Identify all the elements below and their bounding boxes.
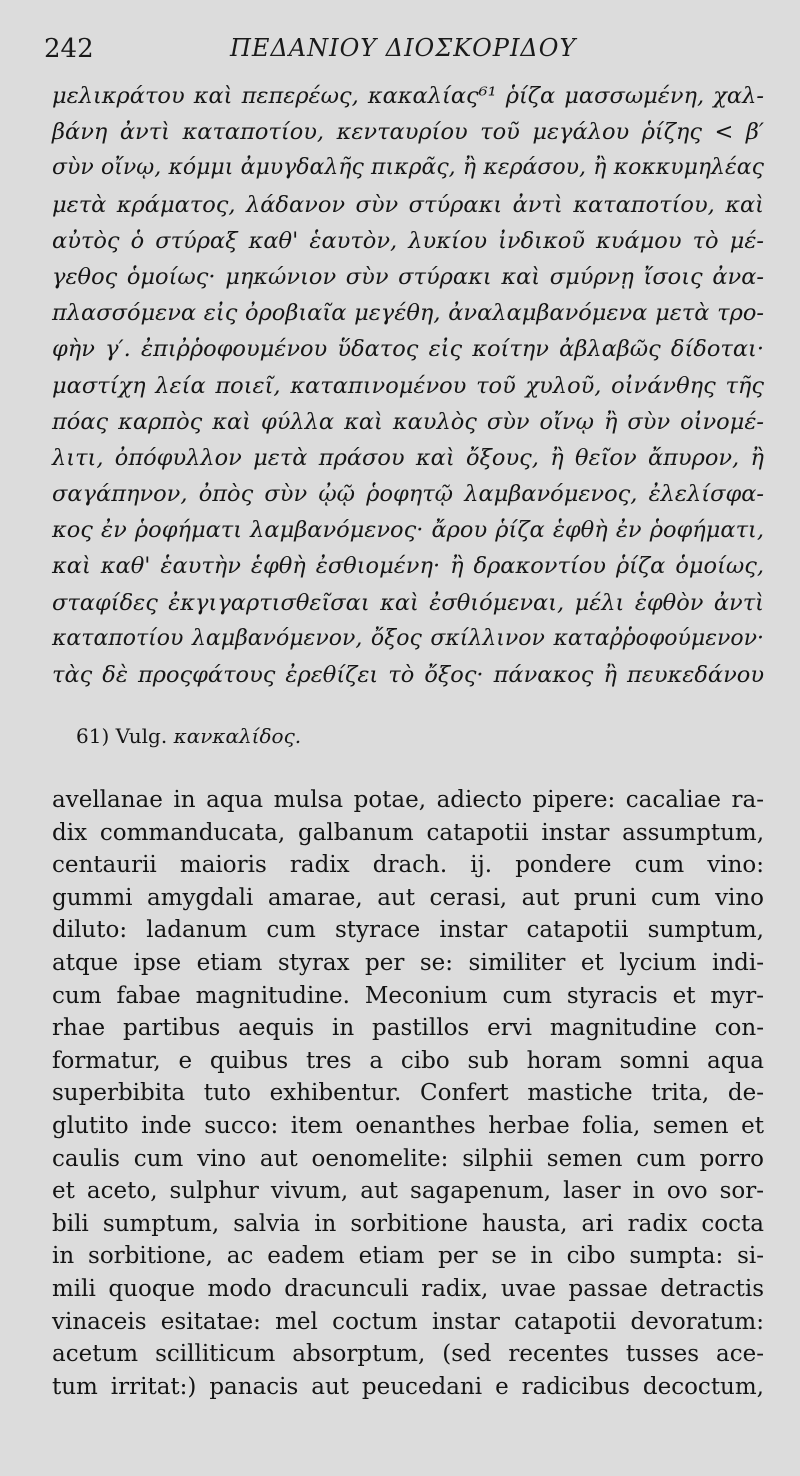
greek-line: γεθος ὁμοίως· μηκώνιον σὺν στύρακι καὶ σμύρνῃ ἴσοις ἀνα- bbox=[52, 263, 764, 290]
page-number: 242 bbox=[44, 34, 94, 64]
latin-line: dix commanducata, galbanum catapotii instar assumptum, bbox=[52, 819, 764, 846]
latin-line: bili sumptum, salvia in sorbitione hausta, ari radix cocta bbox=[52, 1210, 764, 1237]
latin-line: tum irritat:) panacis aut peucedani e radicibus decoctum, bbox=[52, 1373, 764, 1400]
latin-line: rhae partibus aequis in pastillos ervi magnitudine con- bbox=[52, 1015, 764, 1042]
latin-line: et aceto, sulphur vivum, aut sagapenum, laser in ovo sor- bbox=[52, 1178, 764, 1205]
greek-line: σὺν οἴνῳ, κόμμι ἀμυγδαλῆς πικρᾶς, ἢ κεράσου, ἢ κοκκυμηλέας bbox=[52, 155, 764, 181]
greek-line: κος ἐν ῥοφήματι λαμβανόμενος· ἄρου ῥίζα ἑφθὴ ἐν ῥοφήματι, bbox=[52, 517, 764, 544]
page-header bbox=[44, 34, 764, 78]
greek-line: σταφίδες ἐκγιγαρτισθεῖσαι καὶ ἐσθιόμεναι, μέλι ἑφθὸν ἀντὶ bbox=[52, 589, 764, 616]
greek-line: φὴν γ′. ἐπιῤῥοφουμένου ὕδατος εἰς κοίτην ἀβλαβῶς δίδοται· bbox=[52, 336, 764, 363]
latin-line: superbibita tuto exhibentur. Confert mastiche trita, de- bbox=[52, 1080, 764, 1107]
latin-line: caulis cum vino aut oenomelite: silphii semen cum porro bbox=[52, 1145, 764, 1172]
latin-text-block bbox=[52, 784, 764, 1403]
latin-line: formatur, e quibus tres a cibo sub horam somni aqua bbox=[52, 1047, 764, 1074]
running-head: ΠΕΔΑΝΙΟΥ ΔΙΟΣΚΟΡΙΔΟΥ bbox=[230, 34, 577, 62]
latin-line: centaurii maioris radix drach. ij. pondere cum vino: bbox=[52, 852, 764, 879]
latin-line: cum fabae magnitudine. Meconium cum styracis et myr- bbox=[52, 982, 764, 1009]
footnote bbox=[76, 724, 301, 748]
greek-line: μαστίχη λεία ποιεῖ, καταπινομένου τοῦ χυλοῦ, οἰνάνθης τῆς bbox=[52, 372, 764, 399]
footnote-text: κανκαλίδος. bbox=[173, 724, 302, 748]
latin-line: vinaceis esitatae: mel coctum instar catapotii devoratum: bbox=[52, 1308, 764, 1335]
latin-line: atque ipse etiam styrax per se: similiter et lycium indi- bbox=[52, 949, 764, 976]
latin-line: acetum scilliticum absorptum, (sed recentes tusses ace- bbox=[52, 1341, 764, 1368]
latin-line: gummi amygdali amarae, aut cerasi, aut pruni cum vino bbox=[52, 884, 764, 911]
greek-line: μελικράτου καὶ πεπερέως, κακαλίας⁶¹ ῥίζα μασσωμένη, χαλ- bbox=[52, 83, 764, 109]
latin-line: avellanae in aqua mulsa potae, adiecto pipere: cacaliae ra- bbox=[52, 787, 764, 813]
greek-line: τὰς δὲ προςφάτους ἐρεθίζει τὸ ὄξος· πάνακος ἢ πευκεδάνου bbox=[52, 662, 764, 688]
greek-line: πόας καρπὸς καὶ φύλλα καὶ καυλὸς σὺν οἴνῳ ἢ σὺν οἰνομέ- bbox=[52, 408, 764, 435]
greek-line: καὶ καθ' ἑαυτὴν ἑφθὴ ἐσθιομένη· ἢ δρακοντίου ῥίζα ὁμοίως, bbox=[52, 553, 764, 580]
greek-line: σαγάπηνον, ὀπὸς σὺν ᾠῷ ῥοφητῷ λαμβανόμενος, ἐλελίσφα- bbox=[52, 481, 764, 508]
latin-line: diluto: ladanum cum styrace instar catapotii sumptum, bbox=[52, 917, 764, 944]
latin-line: mili quoque modo dracunculi radix, uvae passae detractis bbox=[52, 1275, 764, 1302]
greek-line: καταποτίου λαμβανόμενον, ὄξος σκίλλινον καταῤῥοφούμενον· bbox=[52, 625, 764, 651]
footnote-marker: 61) Vulg. bbox=[76, 724, 168, 748]
greek-line: λιτι, ὀπόφυλλον μετὰ πράσου καὶ ὄξους, ἢ θεῖον ἄπυρον, ἢ bbox=[52, 444, 764, 471]
greek-text-block bbox=[52, 78, 764, 693]
greek-line: αὐτὸς ὁ στύραξ καθ' ἑαυτὸν, λυκίου ἰνδικοῦ κυάμου τὸ μέ- bbox=[52, 227, 764, 254]
greek-line: μετὰ κράματος, λάδανον σὺν στύρακι ἀντὶ καταποτίου, καὶ bbox=[52, 191, 764, 218]
latin-line: in sorbitione, ac eadem etiam per se in cibo sumpta: si- bbox=[52, 1243, 764, 1270]
latin-line: glutito inde succo: item oenanthes herbae folia, semen et bbox=[52, 1112, 764, 1139]
greek-line: πλασσόμενα εἰς ὀροβιαῖα μεγέθη, ἀναλαμβανόμενα μετὰ τρο- bbox=[52, 300, 764, 327]
greek-line: βάνη ἀντὶ καταποτίου, κενταυρίου τοῦ μεγάλου ῥίζης < β′ bbox=[52, 119, 764, 146]
